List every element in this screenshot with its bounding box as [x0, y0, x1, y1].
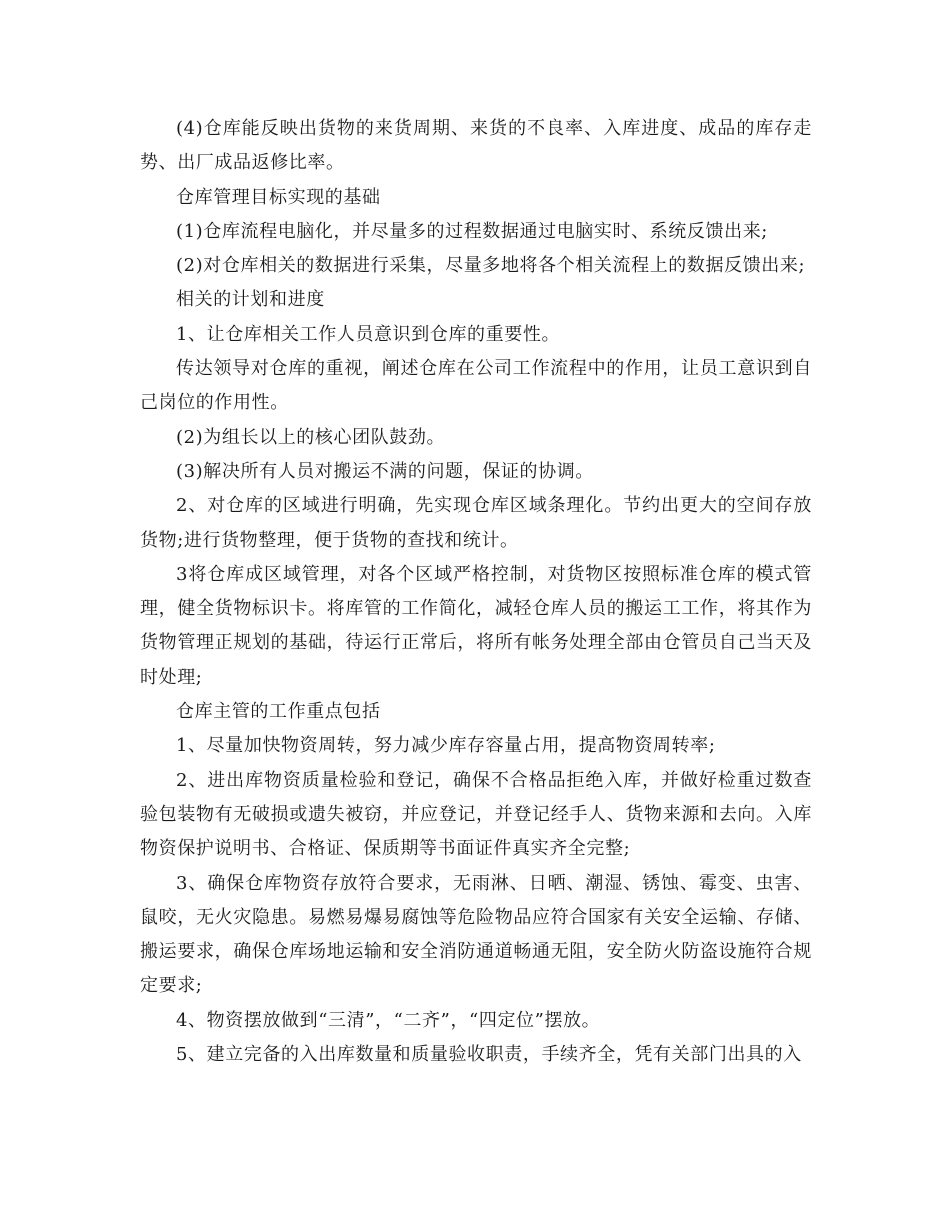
paragraph-acceptance-duties: 5、建立完备的入出库数量和质量验收职责，手续齐全，凭有关部门出具的入	[176, 1044, 802, 1066]
paragraph-placement: 4、物资摆放做到“三清”，“二齐”，“四定位”摆放。	[176, 1009, 601, 1031]
paragraph-2-collect-data: (2)对仓库相关的数据进行采集，尽量多地将各个相关流程上的数据反馈出来;	[176, 255, 806, 277]
paragraph-4-reflect: (4)仓库能反映出货物的来货周期、来货的不良率、入库进度、成品的库存走势、出厂成品返修比率。	[140, 118, 812, 174]
heading-supervisor-focus: 仓库主管的工作重点包括	[176, 701, 381, 723]
paragraph-quality-inspection: 2、进出库物资质量检验和登记，确保不合格品拒绝入库，并做好检重过数查验包装物有无破损或遗失被窃，并应登记，并登记经手人、货物来源和去向。入库物资保护说明书、合格证、保质期等书面证件真实齐全完整;	[140, 769, 812, 860]
paragraph-motivate-team: (2)为组长以上的核心团队鼓劲。	[176, 426, 446, 448]
document-body	[140, 112, 812, 1072]
paragraph-turnover: 1、尽量加快物资周转，努力减少库存容量占用，提高物资周转率;	[176, 735, 716, 757]
paragraph-convey-importance: 传达领导对仓库的重视，阐述仓库在公司工作流程中的作用，让员工意识到自己岗位的作用性。	[140, 358, 812, 414]
heading-plan-progress: 相关的计划和进度	[176, 289, 325, 311]
paragraph-region-management: 3将仓库成区域管理，对各个区域严格控制，对货物区按照标准仓库的模式管理，健全货物标识卡。将库管的工作简化，减轻仓库人员的搬运工工作，将其作为货物管理正规划的基础，待运行正常后，将所有帐务处理全部由仓管员自己当天及时处理;	[140, 563, 812, 688]
paragraph-1-computerize: (1)仓库流程电脑化，并尽量多的过程数据通过电脑实时、系统反馈出来;	[176, 220, 768, 242]
paragraph-storage-requirements: 3、确保仓库物资存放符合要求，无雨淋、日晒、潮湿、锈蚀、霉变、虫害、鼠咬，无火灾隐患。易燃易爆易腐蚀等危险物品应符合国家有关安全运输、存储、搬运要求，确保仓库场地运输和安全消防通道畅通无阻，安全防火防盗设施符合规定要求;	[140, 872, 812, 997]
paragraph-region-clarify: 2、对仓库的区域进行明确，先实现仓库区域条理化。节约出更大的空间存放货物;进行货物整理，便于货物的查找和统计。	[140, 495, 812, 551]
heading-goal-basis: 仓库管理目标实现的基础	[176, 186, 381, 208]
paragraph-awareness: 1、让仓库相关工作人员意识到仓库的重要性。	[176, 323, 561, 345]
paragraph-resolve-issues: (3)解决所有人员对搬运不满的问题，保证的协调。	[176, 460, 594, 482]
